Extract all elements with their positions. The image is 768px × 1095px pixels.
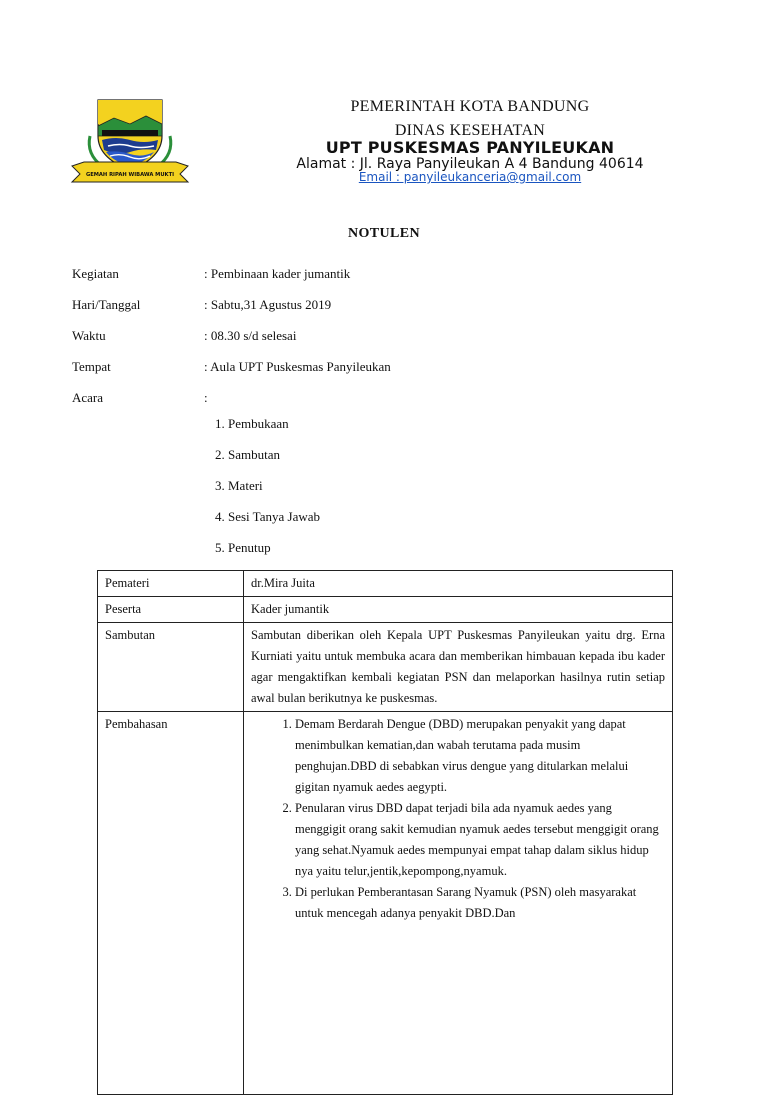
- document-title: NOTULEN: [347, 226, 421, 241]
- letterhead: [0, 0, 768, 200]
- sambutan-value: Sambutan diberikan oleh Kepala UPT Puskesmas Panyileukan yaitu drg. Erna Kurniati yaitu untuk membuka acara dan memberikan himbauan kepada ibu kader agar mengaktifkan kembali kegiatan PSN dan melaporkan hasilnya rutin setiap awal bulan berikutnya ke puskesmas.: [244, 623, 673, 712]
- pemateri-label: Pemateri: [98, 571, 244, 597]
- peserta-label: Peserta: [98, 597, 244, 623]
- peserta-value: Kader jumantik: [244, 597, 673, 623]
- notes-table: [97, 570, 673, 1095]
- pembahasan-item: 1. Demam Berdarah Dengue (DBD) merupakan penyakit yang dapat menimbulkan kematian,dan wabah terutama pada musim penghujan.DBD di sebabkan virus dengue yang ditularkan melalui gigitan nyamuk aedes aegypti.: [295, 714, 665, 798]
- pembahasan-value: [244, 712, 673, 1095]
- pembahasan-item: 2. Penularan virus DBD dapat terjadi bila ada nyamuk aedes yang menggigit orang sakit kemudian nyamuk aedes tersebut menggigit orang yang sehat.Nyamuk aedes mempunyai empat tahap dalam siklus hidup nya yaitu telur,jentik,kepompong,nyamuk.: [295, 798, 665, 882]
- agenda-item: 1. Pembukaan: [228, 408, 320, 439]
- tanggal-label: Hari/Tanggal: [72, 296, 141, 312]
- agenda-item: 5. Penutup: [228, 532, 320, 563]
- email-link[interactable]: Email : panyileukanceria@gmail.com: [358, 170, 582, 184]
- info-row-acara: [72, 382, 692, 413]
- svg-text:GEMAH RIPAH WIBAWA MUKTI: GEMAH RIPAH WIBAWA MUKTI: [85, 172, 175, 178]
- acara-label: Acara: [72, 389, 104, 405]
- agenda-item: 3. Materi: [228, 470, 320, 501]
- info-row-tanggal: [72, 289, 692, 320]
- table-row: [98, 712, 673, 1095]
- tanggal-value: : Sabtu,31 Agustus 2019: [204, 296, 332, 312]
- table-row: [98, 623, 673, 712]
- meeting-info: [72, 258, 692, 413]
- city-emblem-logo: [68, 96, 192, 188]
- agenda-list: [214, 408, 320, 563]
- pembahasan-list: [251, 714, 665, 924]
- pembahasan-label: Pembahasan: [98, 712, 244, 1095]
- pemateri-value: dr.Mira Juita: [244, 571, 673, 597]
- tempat-label: Tempat: [72, 358, 111, 374]
- waktu-value: : 08.30 s/d selesai: [204, 327, 297, 343]
- kegiatan-value: : Pembinaan kader jumantik: [204, 265, 351, 281]
- info-row-kegiatan: [72, 258, 692, 289]
- pembahasan-item: 3. Di perlukan Pemberantasan Sarang Nyamuk (PSN) oleh masyarakat untuk mencegah adanya penyakit DBD.Dan: [295, 882, 665, 924]
- department-name: DINAS KESEHATAN: [394, 122, 546, 139]
- table-row: [98, 571, 673, 597]
- agenda-item: 4. Sesi Tanya Jawab: [228, 501, 320, 532]
- waktu-label: Waktu: [72, 327, 106, 343]
- table-row: [98, 597, 673, 623]
- sambutan-label: Sambutan: [98, 623, 244, 712]
- government-name: PEMERINTAH KOTA BANDUNG: [350, 98, 590, 115]
- info-row-tempat: [72, 351, 692, 382]
- tempat-value: : Aula UPT Puskesmas Panyileukan: [204, 358, 391, 374]
- unit-name: UPT PUSKESMAS PANYILEUKAN: [325, 138, 615, 157]
- agenda-item: 2. Sambutan: [228, 439, 320, 470]
- info-row-waktu: [72, 320, 692, 351]
- acara-colon: :: [204, 389, 208, 405]
- kegiatan-label: Kegiatan: [72, 265, 119, 281]
- address-line: Alamat : Jl. Raya Panyileukan A 4 Bandung 40614: [296, 156, 644, 172]
